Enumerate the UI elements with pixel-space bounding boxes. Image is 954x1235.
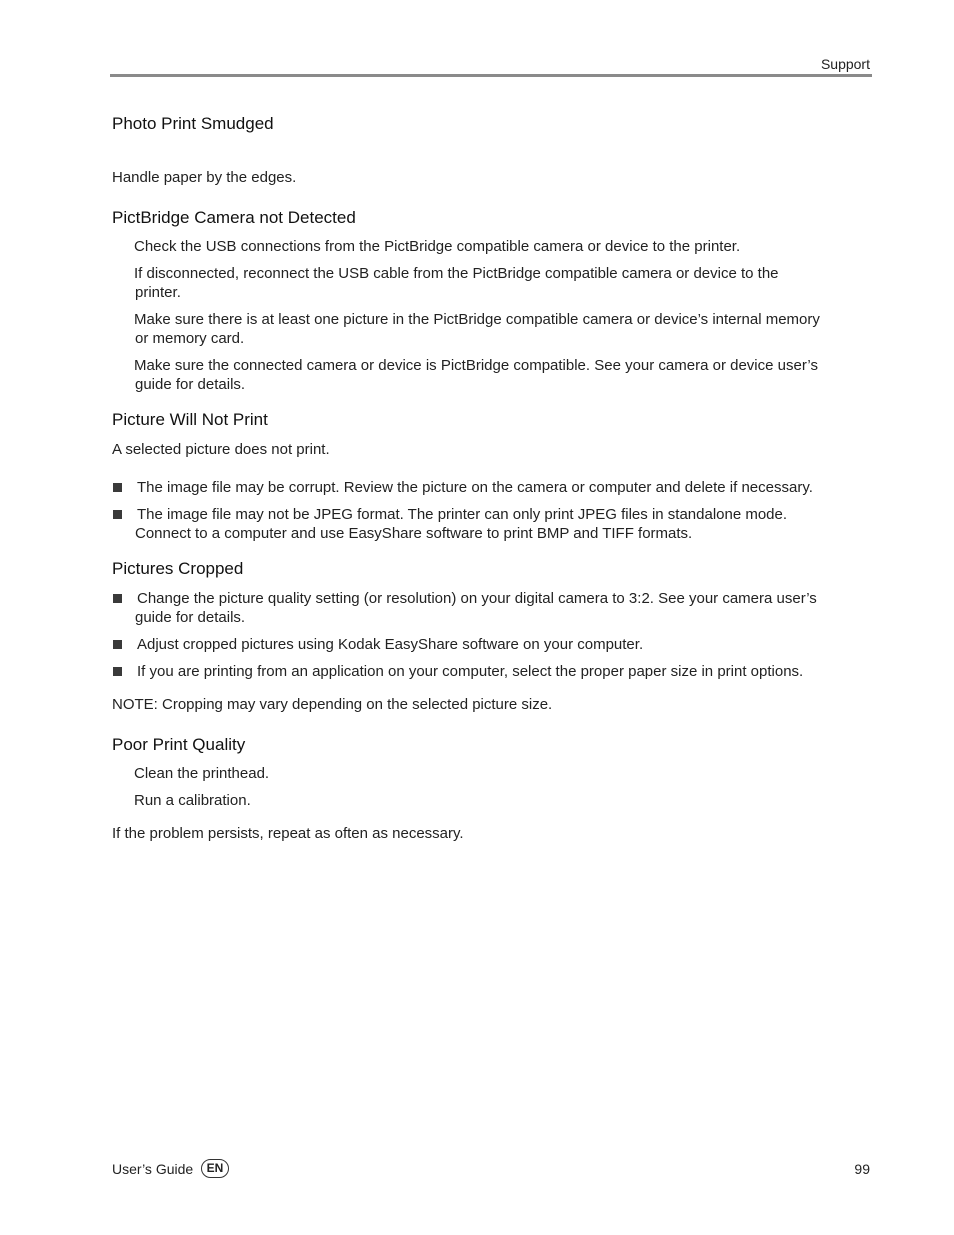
bullet-item-continuation: guide for details.	[135, 609, 246, 626]
note-text: NOTE: Cropping may vary depending on the selected picture size.	[112, 696, 553, 713]
list-item: Clean the printhead.	[134, 765, 270, 782]
smudged-text: Handle paper by the edges.	[112, 169, 297, 186]
section-heading-smudged: Photo Print Smudged	[112, 114, 274, 133]
section-heading-pictbridge: PictBridge Camera not Detected	[112, 208, 356, 227]
section-heading-cropped: Pictures Cropped	[112, 559, 244, 578]
bullet-item-continuation: Connect to a computer and use EasyShare software to print BMP and TIFF formats.	[135, 525, 693, 542]
square-bullet-icon	[113, 667, 122, 676]
language-badge-icon: EN	[201, 1159, 229, 1178]
square-bullet-icon	[113, 640, 122, 649]
section-heading-poor-quality: Poor Print Quality	[112, 735, 246, 754]
square-bullet-icon	[113, 483, 122, 492]
will-not-print-intro: A selected picture does not print.	[112, 441, 330, 458]
square-bullet-icon	[113, 594, 122, 603]
list-item: Run a calibration.	[134, 792, 251, 809]
poor-quality-outro: If the problem persists, repeat as often as necessary.	[112, 825, 464, 842]
header-rule	[110, 74, 872, 77]
bullet-item: If you are printing from an application on your computer, select the proper paper size in print options.	[137, 663, 804, 680]
list-item: Make sure there is at least one picture in the PictBridge compatible camera or device’s internal memory	[134, 311, 820, 328]
bullet-item: The image file may not be JPEG format. The printer can only print JPEG files in standalone mode.	[137, 506, 788, 523]
list-item: If disconnected, reconnect the USB cable from the PictBridge compatible camera or device to the	[134, 265, 779, 282]
bullet-item: The image file may be corrupt. Review the picture on the camera or computer and delete if necessary.	[137, 479, 813, 496]
square-bullet-icon	[113, 510, 122, 519]
list-item-continuation: or memory card.	[135, 330, 245, 347]
list-item-continuation: printer.	[135, 284, 181, 301]
list-item-continuation: guide for details.	[135, 376, 246, 393]
section-heading-will-not-print: Picture Will Not Print	[112, 410, 268, 429]
list-item: Check the USB connections from the PictBridge compatible camera or device to the printer.	[134, 238, 741, 255]
page-number: 99	[854, 1161, 870, 1177]
bullet-item: Adjust cropped pictures using Kodak EasyShare software on your computer.	[137, 636, 644, 653]
running-header: Support	[820, 56, 870, 72]
bullet-item: Change the picture quality setting (or resolution) on your digital camera to 3:2. See your camera user’s	[137, 590, 817, 607]
footer-guide-label: User’s Guide	[112, 1161, 194, 1177]
list-item: Make sure the connected camera or device is PictBridge compatible. See your camera or device user’s	[134, 357, 818, 374]
